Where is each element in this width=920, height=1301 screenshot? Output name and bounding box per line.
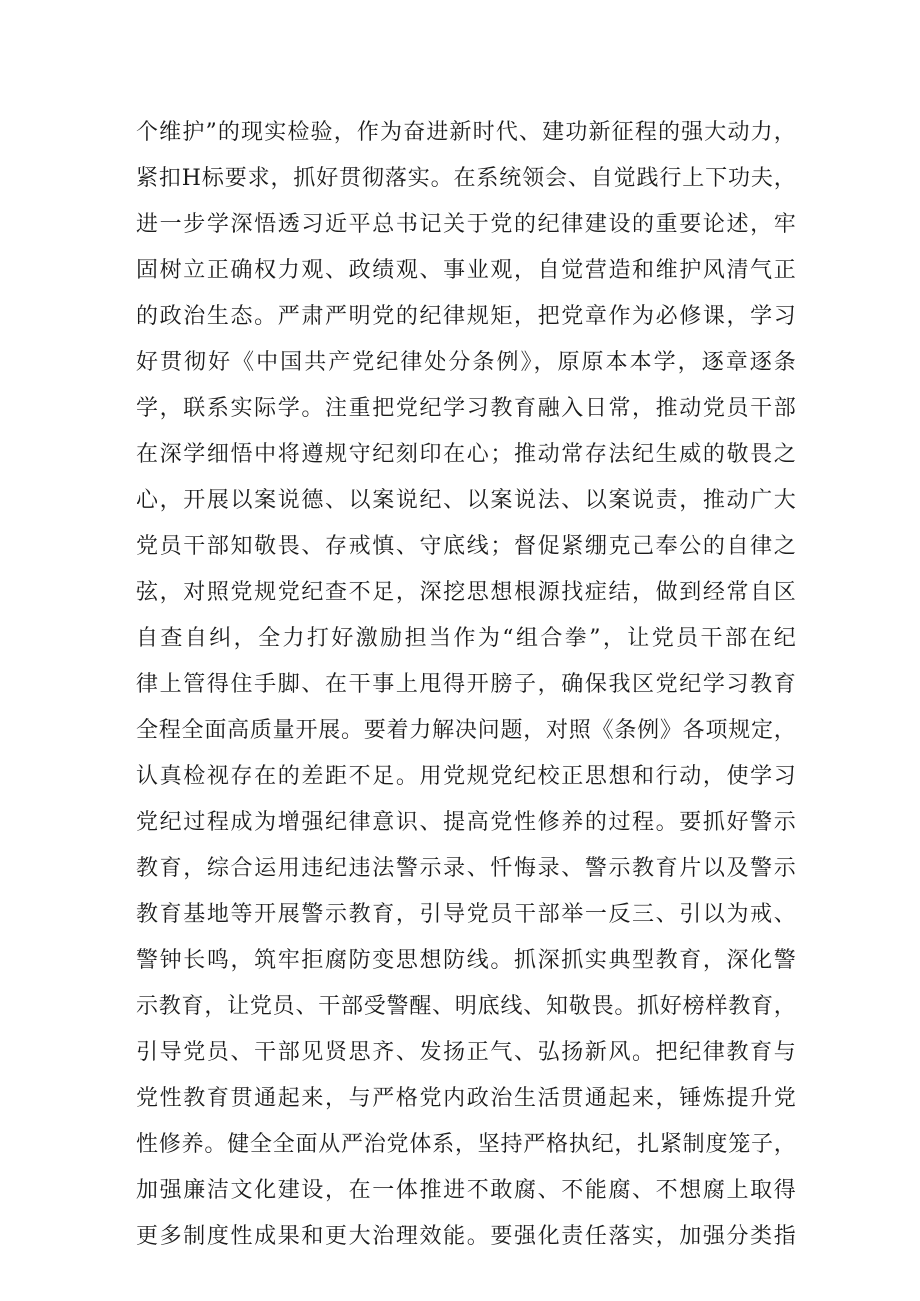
text-line: 的政治生态。严肃严明党的纪律规矩，把党章作为必修课，学习 — [136, 304, 796, 329]
text-line: 学，联系实际学。注重把党纪学习教育融入日常，推动党员干部 — [136, 396, 796, 421]
text-line: 性修养。健全全面从严治党体系，坚持严格执纪，扎紧制度笼子， — [136, 1132, 796, 1157]
text-line: 个维护”的现实检验，作为奋进新时代、建功新征程的强大动力， — [136, 120, 796, 145]
text-line: 好贯彻好《中国共产党纪律处分条例》，原原本本学，逐章逐条 — [136, 350, 796, 375]
text-line: 示教育，让党员、干部受警醒、明底线、知敬畏。抓好榜样教育， — [136, 994, 796, 1019]
text-line: 更多制度性成果和更大治理效能。要强化责任落实，加强分类指 — [136, 1224, 796, 1249]
text-line: 党员干部知敬畏、存戒慎、守底线；督促紧绷克己奉公的自律之 — [136, 534, 796, 559]
text-line: 自查自纠，全力打好激励担当作为“组合拳”，让党员干部在纪 — [136, 626, 796, 651]
text-line: 全程全面高质量开展。要着力解决问题，对照《条例》各项规定， — [136, 718, 796, 743]
text-line: 进一步学深悟透习近平总书记关于党的纪律建设的重要论述，牢 — [136, 212, 796, 237]
text-line: 党纪过程成为增强纪律意识、提高党性修养的过程。要抓好警示 — [136, 810, 796, 835]
text-line: 认真检视存在的差距不足。用党规党纪校正思想和行动，使学习 — [136, 764, 796, 789]
text-line: 心，开展以案说德、以案说纪、以案说法、以案说责，推动广大 — [136, 488, 796, 513]
text-line: 在深学细悟中将遵规守纪刻印在心；推动常存法纪生威的敬畏之 — [136, 442, 796, 467]
text-line: 加强廉洁文化建设，在一体推进不敢腐、不能腐、不想腐上取得 — [136, 1178, 796, 1203]
text-line: 固树立正确权力观、政绩观、事业观，自觉营造和维护风清气正 — [136, 258, 796, 283]
text-line: 警钟长鸣，筑牢拒腐防变思想防线。抓深抓实典型教育，深化警 — [136, 948, 796, 973]
text-line: 律上管得住手脚、在干事上甩得开膀子，确保我区党纪学习教育 — [136, 672, 796, 697]
text-line: 教育，综合运用违纪违法警示录、忏悔录、警示教育片以及警示 — [136, 856, 796, 881]
body-paragraph — [136, 110, 796, 1260]
text-line: 引导党员、干部见贤思齐、发扬正气、弘扬新风。把纪律教育与 — [136, 1040, 796, 1065]
text-line: 弦，对照党规党纪查不足，深挖思想根源找症结，做到经常自区 — [136, 580, 796, 605]
text-line: 紧扣H标要求，抓好贯彻落实。在系统领会、自觉践行上下功夫， — [136, 166, 796, 191]
text-line: 党性教育贯通起来，与严格党内政治生活贯通起来，锤炼提升党 — [136, 1086, 796, 1111]
text-line: 教育基地等开展警示教育，引导党员干部举一反三、引以为戒、 — [136, 902, 796, 927]
